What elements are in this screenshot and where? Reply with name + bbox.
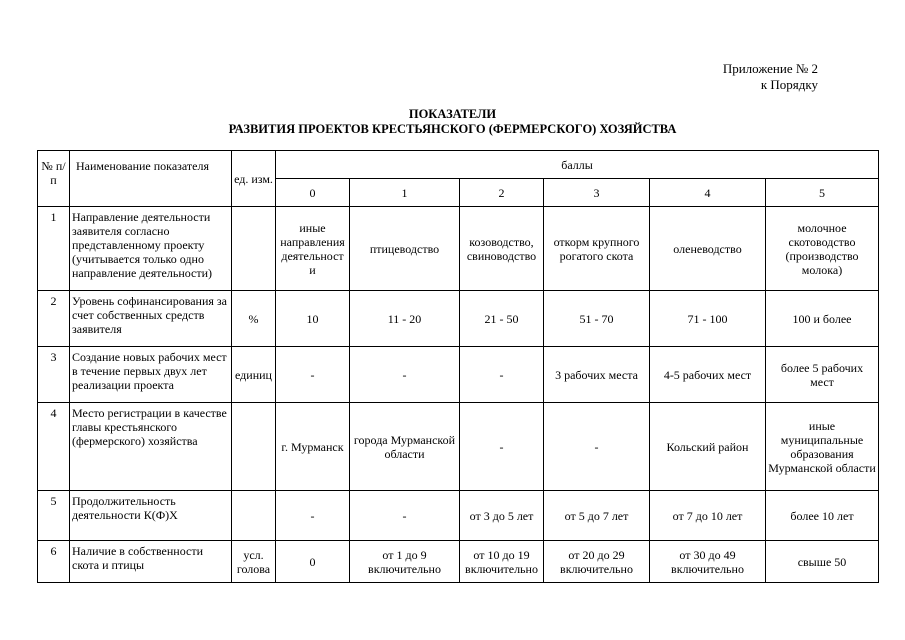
score-cell: 4-5 рабочих мест [650, 347, 766, 403]
indicator-name: Направление деятельности заявителя согласно представленному проекту (учитывается только одно направление деятельности) [70, 207, 232, 291]
table-row [38, 403, 879, 491]
unit-cell [232, 491, 276, 541]
score-cell: от 7 до 10 лет [650, 491, 766, 541]
header-score: 5 [766, 179, 879, 207]
score-cell: - [350, 491, 460, 541]
score-cell: - [460, 347, 544, 403]
header-score: 4 [650, 179, 766, 207]
row-number: 3 [38, 347, 70, 403]
score-cell: города Мурманской области [350, 403, 460, 491]
score-cell: от 20 до 29 включительно [544, 541, 650, 583]
table-row [38, 291, 879, 347]
score-cell: - [460, 403, 544, 491]
appendix-number: Приложение № 2 [722, 61, 818, 76]
unit-cell: усл. голова [232, 541, 276, 583]
indicator-name: Уровень софинансирования за счет собственных средств заявителя [70, 291, 232, 347]
document-title [0, 107, 905, 137]
row-number: 1 [38, 207, 70, 291]
score-cell: от 1 до 9 включительно [350, 541, 460, 583]
indicator-name: Создание новых рабочих мест в течение первых двух лет реализации проекта [70, 347, 232, 403]
score-cell: 71 - 100 [650, 291, 766, 347]
header-score: 3 [544, 179, 650, 207]
table-row [38, 347, 879, 403]
score-cell: 10 [276, 291, 350, 347]
row-number: 2 [38, 291, 70, 347]
appendix-label [723, 61, 818, 93]
table-row [38, 541, 879, 583]
score-cell: 0 [276, 541, 350, 583]
score-cell: козоводство, свиноводство [460, 207, 544, 291]
score-cell: более 5 рабочих мест [766, 347, 879, 403]
score-cell: - [276, 347, 350, 403]
row-number: 5 [38, 491, 70, 541]
header-scores-group: баллы [276, 151, 879, 179]
score-cell: иные муниципальные образования Мурманской области [766, 403, 879, 491]
indicators-table [37, 150, 879, 583]
score-cell: - [276, 491, 350, 541]
header-score: 0 [276, 179, 350, 207]
score-cell: откорм крупного рогатого скота [544, 207, 650, 291]
score-cell: свыше 50 [766, 541, 879, 583]
score-cell: 100 и более [766, 291, 879, 347]
score-cell: 51 - 70 [544, 291, 650, 347]
score-cell: более 10 лет [766, 491, 879, 541]
score-cell: от 3 до 5 лет [460, 491, 544, 541]
indicator-name: Наличие в собственности скота и птицы [70, 541, 232, 583]
score-cell: оленеводство [650, 207, 766, 291]
score-cell: птицеводство [350, 207, 460, 291]
header-no: № п/п [38, 151, 70, 207]
row-number: 4 [38, 403, 70, 491]
score-cell: Кольский район [650, 403, 766, 491]
appendix-reference: к Порядку [760, 77, 818, 92]
score-cell: молочное скотоводство (производство молока) [766, 207, 879, 291]
score-cell: от 30 до 49 включительно [650, 541, 766, 583]
table-row [38, 207, 879, 291]
unit-cell [232, 207, 276, 291]
score-cell: 21 - 50 [460, 291, 544, 347]
row-number: 6 [38, 541, 70, 583]
unit-cell: единиц [232, 347, 276, 403]
title-line-1: ПОКАЗАТЕЛИ [408, 107, 497, 121]
indicator-name: Место регистрации в качестве главы крестьянского (фермерского) хозяйства [70, 403, 232, 491]
header-score: 1 [350, 179, 460, 207]
header-unit: ед. изм. [232, 151, 276, 207]
header-score: 2 [460, 179, 544, 207]
indicator-name: Продолжительность деятельности К(Ф)Х [70, 491, 232, 541]
score-cell: - [350, 347, 460, 403]
score-cell: 3 рабочих места [544, 347, 650, 403]
unit-cell [232, 403, 276, 491]
score-cell: от 5 до 7 лет [544, 491, 650, 541]
table-header-row-1 [38, 151, 879, 179]
score-cell: г. Мурманск [276, 403, 350, 491]
score-cell: от 10 до 19 включительно [460, 541, 544, 583]
header-name: Наименование показателя [70, 151, 232, 207]
unit-cell: % [232, 291, 276, 347]
table-row [38, 491, 879, 541]
score-cell: иные направления деятельност и [276, 207, 350, 291]
score-cell: 11 - 20 [350, 291, 460, 347]
title-line-2: РАЗВИТИЯ ПРОЕКТОВ КРЕСТЬЯНСКОГО (ФЕРМЕРСКОГО) ХОЗЯЙСТВА [228, 122, 677, 136]
score-cell: - [544, 403, 650, 491]
